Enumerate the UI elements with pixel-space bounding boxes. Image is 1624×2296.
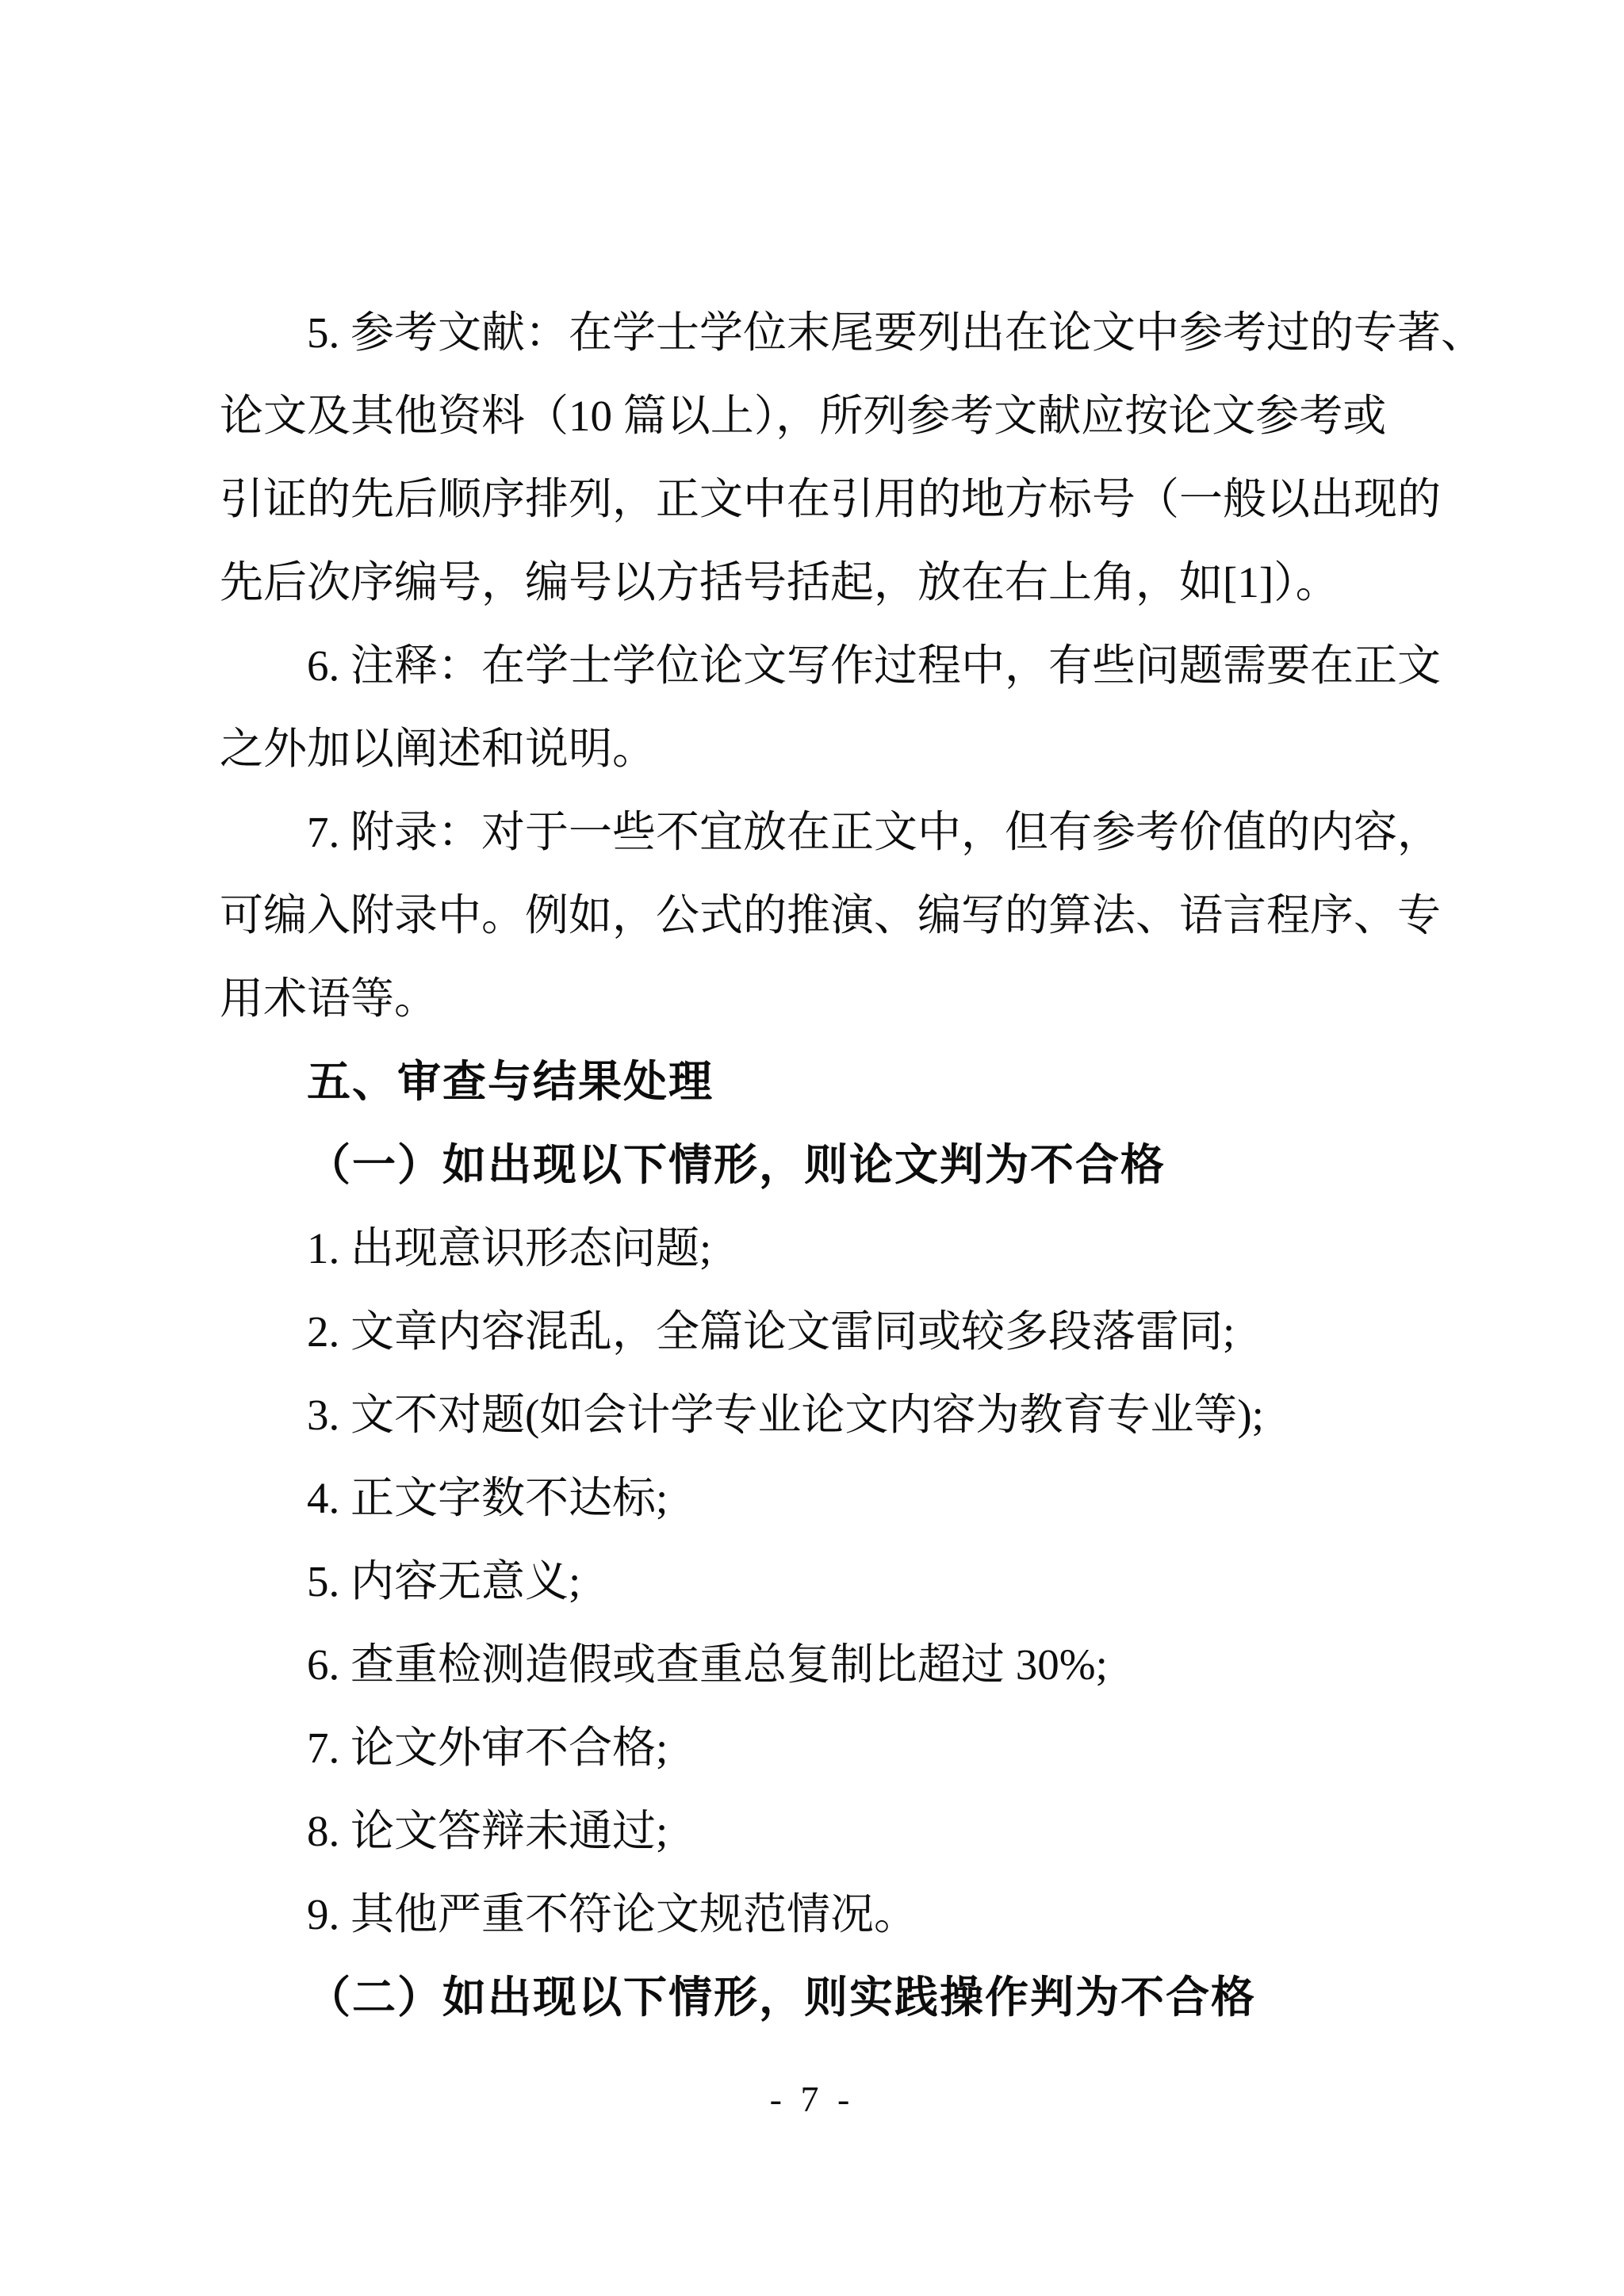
text-line: 可编入附录中。例如，公式的推演、编写的算法、语言程序、专 bbox=[220, 891, 1442, 939]
text-line: 6. 查重检测造假或查重总复制比超过 30%; bbox=[307, 1640, 1108, 1689]
section-heading: （一）如出现以下情形，则论文判为不合格 bbox=[307, 1139, 1166, 1190]
section-heading: 五、审查与结果处理 bbox=[307, 1056, 714, 1107]
text-line: 引证的先后顺序排列，正文中在引用的地方标号（一般以出现的 bbox=[220, 475, 1442, 523]
document-body bbox=[220, 291, 1485, 2039]
section-heading: （二）如出现以下情形，则实践操作判为不合格 bbox=[307, 1972, 1257, 2022]
text-line: 3. 文不对题(如会计学专业论文内容为教育专业等); bbox=[307, 1391, 1264, 1439]
text-line: 7. 附录：对于一些不宜放在正文中，但有参考价值的内容， bbox=[307, 808, 1442, 856]
page-footer bbox=[0, 2079, 1624, 2120]
text-line: 1. 出现意识形态问题; bbox=[307, 1224, 712, 1272]
text-line: 论文及其他资料（10 篇以上），所列参考文献应按论文参考或 bbox=[220, 392, 1387, 440]
text-line: 9. 其他严重不符论文规范情况。 bbox=[307, 1890, 918, 1938]
text-line: 5. 内容无意义; bbox=[307, 1557, 581, 1605]
text-line: 用术语等。 bbox=[220, 974, 439, 1023]
page-number: - 7 - bbox=[769, 2079, 855, 2119]
text-line: 6. 注释：在学士学位论文写作过程中，有些问题需要在正文 bbox=[307, 641, 1442, 690]
text-line: 5. 参考文献：在学士学位末尾要列出在论文中参考过的专著、 bbox=[307, 308, 1485, 357]
text-line: 7. 论文外审不合格; bbox=[307, 1724, 668, 1772]
text-line: 先后次序编号，编号以方括号括起，放在右上角，如[1]）。 bbox=[220, 558, 1339, 607]
text-line: 2. 文章内容混乱，全篇论文雷同或较多段落雷同; bbox=[307, 1307, 1235, 1356]
text-line: 8. 论文答辩未通过; bbox=[307, 1807, 668, 1855]
text-line: 之外加以阐述和说明。 bbox=[220, 725, 657, 773]
text-line: 4. 正文字数不达标; bbox=[307, 1474, 668, 1522]
